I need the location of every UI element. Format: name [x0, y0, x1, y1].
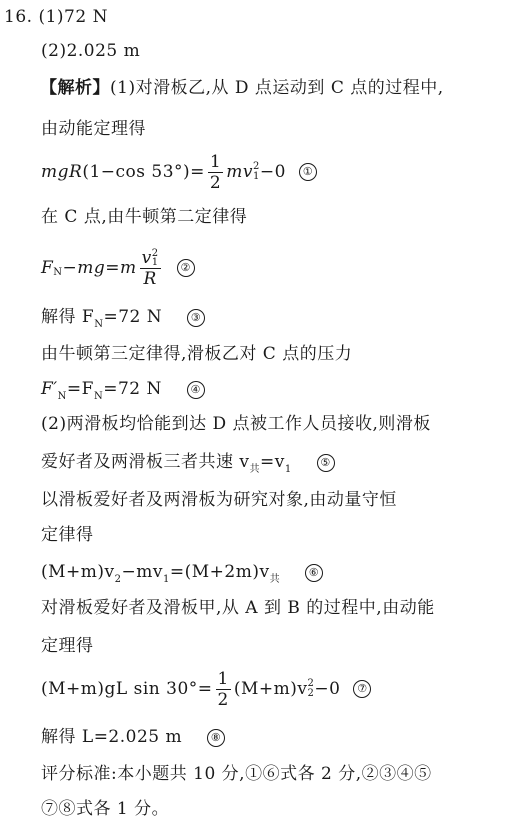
- eq1-marker: ①: [299, 163, 317, 181]
- eq4-sub2: N: [93, 391, 104, 402]
- eq6-s3: 共: [269, 574, 281, 585]
- analysis-text-6a: 以滑板爱好者及两滑板为研究对象,由动量守恒: [41, 490, 397, 510]
- eq1-subsup: [253, 162, 260, 182]
- result3-sub: N: [94, 319, 104, 330]
- analysis-text-7b: 定理得: [41, 636, 94, 656]
- text5b-sub1: 共: [249, 464, 261, 475]
- eq7-mid: (M+m)v: [233, 679, 308, 699]
- eq2-f-sub: N: [53, 267, 63, 278]
- eq1-frac-den: 2: [209, 172, 222, 193]
- answer-2: (2)2.025 m: [41, 41, 141, 61]
- eq2-frac-num: [140, 248, 161, 268]
- eq4-eq: =F: [66, 379, 94, 399]
- eq2-f: F: [41, 258, 54, 278]
- equation-1: [41, 150, 318, 194]
- eq2-v: v: [141, 247, 152, 268]
- eq7-frac-den: 2: [217, 689, 229, 710]
- eq2-fraction: [140, 248, 161, 289]
- text5b-marker: ⑤: [317, 454, 335, 472]
- result3-pre: 解得 F: [41, 307, 95, 327]
- text5b-sub2: 1: [284, 464, 292, 475]
- grading-text-2: ⑦⑧式各 1 分。: [41, 799, 170, 819]
- eq7-fraction: [216, 669, 231, 710]
- eq2-sup: 2: [151, 248, 159, 259]
- eq6-s1: 2: [114, 574, 122, 585]
- eq2-subsup: [152, 249, 159, 267]
- analysis-text-1: (1)对滑板乙,从 D 点运动到 C 点的过程中,: [110, 78, 444, 98]
- analysis-text-5b: [41, 451, 336, 476]
- eq1-frac-num: 1: [209, 151, 222, 172]
- analysis-text-7a: 对滑板爱好者及滑板甲,从 A 到 B 的过程中,由动能: [41, 598, 435, 618]
- text5b-pre: 爱好者及两滑板三者共速 v: [41, 452, 250, 472]
- equation-7: [41, 666, 372, 712]
- result-line-3: [41, 306, 206, 331]
- eq1-mid: (1−cos 53°)=: [82, 162, 205, 182]
- result-line-8: [41, 726, 226, 748]
- eq1-sup: 2: [252, 161, 260, 172]
- eq7-subsup: [307, 679, 314, 699]
- analysis-text-4: 由牛顿第三定律得,滑板乙对 C 点的压力: [41, 344, 353, 364]
- grading-text-1: 评分标准:本小题共 10 分,①⑥式各 2 分,②③④⑤: [41, 764, 432, 784]
- eq4-f1: F′: [41, 379, 58, 399]
- equation-6: [41, 561, 324, 586]
- eq7-marker: ⑦: [353, 680, 371, 698]
- eq7-lhs: (M+m)gL sin 30°=: [41, 679, 213, 699]
- eq1-mv: mv: [226, 162, 253, 182]
- answer-1: (1)72 N: [38, 7, 108, 27]
- analysis-line-1: [40, 77, 444, 99]
- question-number: 16.: [4, 7, 33, 27]
- eq6-marker: ⑥: [305, 564, 323, 582]
- eq6-c: =(M+2m)v: [169, 562, 270, 582]
- eq7-sub: 2: [307, 688, 315, 699]
- eq4-marker: ④: [187, 381, 205, 399]
- analysis-text-3: 在 C 点,由牛顿第二定律得: [41, 207, 248, 227]
- answer-line-1: [4, 6, 108, 28]
- result8-text: 解得 L=2.025 m: [41, 727, 183, 747]
- eq4-post: =72 N: [103, 379, 162, 399]
- analysis-text-6b: 定律得: [41, 525, 94, 545]
- eq7-tail: −0: [314, 679, 341, 699]
- eq1-lhs: mgR: [41, 162, 83, 182]
- eq2-mid: −mg=m: [62, 258, 137, 278]
- eq6-s2: 1: [162, 574, 170, 585]
- analysis-text-2: 由动能定理得: [41, 119, 146, 139]
- eq7-frac-num: 1: [217, 668, 229, 689]
- eq2-sub: 1: [151, 257, 159, 268]
- equation-4: [41, 378, 206, 403]
- result3-marker: ③: [187, 309, 205, 327]
- eq2-frac-den: R: [143, 268, 157, 289]
- eq6-a: (M+m)v: [41, 562, 115, 582]
- eq2-marker: ②: [177, 259, 195, 277]
- result3-post: =72 N: [103, 307, 163, 327]
- eq1-tail: −0: [259, 162, 286, 182]
- analysis-text-5a: (2)两滑板均恰能到达 D 点被工作人员接收,则滑板: [41, 414, 431, 434]
- eq1-sub: 1: [252, 171, 260, 182]
- eq1-fraction: [208, 152, 223, 193]
- eq6-b: −mv: [121, 562, 163, 582]
- result8-marker: ⑧: [207, 729, 225, 747]
- equation-2: [41, 243, 196, 293]
- eq7-sup: 2: [307, 678, 315, 689]
- analysis-tag: 【解析】: [40, 78, 110, 98]
- text5b-post: =v: [260, 452, 285, 472]
- eq4-sub1: N: [57, 391, 67, 402]
